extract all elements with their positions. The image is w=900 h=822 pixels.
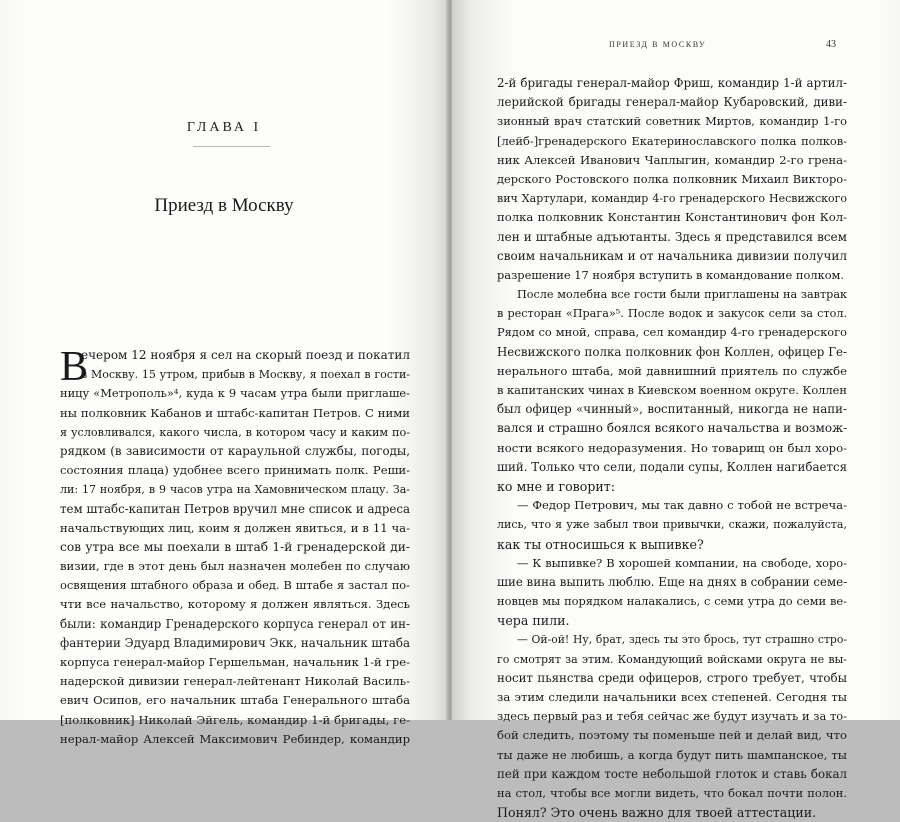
text-line: визии, где в этот день был назначен молебен по случаю: [60, 559, 410, 574]
text-line: бой следить, поэтому ты поменьше пей и делай вид, что: [497, 728, 847, 743]
text-line: рядком (в зависимости от караульной службы, погоды,: [60, 443, 410, 458]
text-line: ницу «Метрополь»⁴, куда к 9 часам утра были приглаше-: [60, 386, 410, 401]
text-line: здесь первый раз и тебя сейчас же будут изучать и за то-: [497, 709, 847, 724]
text-line: надерской дивизии генерал-лейтенант Николай Василь-: [60, 674, 410, 689]
text-line: дерского Ростовского полка полковник Михаил Викторо-: [497, 171, 847, 186]
text-line: в ресторан «Прага»⁵. После водок и закусок сели за стол.: [497, 307, 847, 321]
text-line: ник Алексей Иванович Чаплыгин, командир 2-го грена-: [497, 152, 847, 167]
text-line: ечером 12 ноября я сел на скорый поезд и покатил: [81, 348, 410, 362]
text-line: ности всякого недоразумения. Но товарищ он был хоро-: [497, 440, 847, 455]
text-line: я условливался, какого числа, в котором часу и каким по-: [60, 425, 410, 439]
text-line: на стол, чтобы все могли видеть, что бокал почти полон.: [497, 785, 847, 800]
text-line: евич Осипов, его начальник штаба Генерального штаба: [60, 693, 410, 708]
text-line: тем штабс-капитан Петров вручил мне список и адреса: [60, 501, 410, 516]
text-line: чти все начальство, которому я должен являться. Здесь: [60, 597, 410, 612]
text-line: корпуса генерал-майор Гершельман, начальник 1-й гре-: [60, 655, 410, 669]
chapter-title: Приезд в Москву: [154, 195, 294, 216]
text-line: был офицер «чинный», воспитанный, никогда не напи-: [497, 402, 847, 417]
text-line: в капитанских чинах в Киевском военном округе. Коллен: [497, 383, 847, 397]
text-line: нерал-майор Алексей Максимович Ребиндер, командир: [60, 731, 410, 746]
text-line: состояния плаца) удобнее всего принимать полк. Реши-: [60, 463, 410, 478]
text-line: Рядом со мной, справа, сел командир 4-го гренадерского: [497, 325, 847, 340]
text-line: пей при каждом тосте небольшой глоток и ставь бокал: [497, 766, 847, 781]
text-line: шие вина выпить люблю. Еще на днях в собрании семе-: [497, 574, 848, 589]
text-line: ший. Только что сели, подали супы, Коллен нагибается: [497, 459, 848, 474]
text-line: вич Хартулари, командир 4-го гренадерского Несвижского: [497, 192, 847, 206]
left-page-body: [60, 346, 410, 749]
text-line: [полковник] Николай Эйгель, командир 1-й бригады, ге-: [60, 712, 410, 727]
text-line: своим начальникам и от начальника дивизии получил: [497, 248, 847, 263]
text-line: как ты относишься к выпивке?: [497, 536, 704, 552]
text-line: лен и штабные адъютанты. Здесь я представился всем: [497, 229, 847, 244]
running-head: ПРИЕЗД В МОСКВУ: [609, 40, 707, 49]
text-line: Несвижского полка полковник фон Коллен, офицер Ге-: [497, 344, 847, 359]
text-line: лерийской бригады генерал-майор Кубаровский, диви-: [497, 95, 847, 110]
text-line: зионный врач статский советник Миртов, командир 1-го: [497, 114, 847, 129]
text-line: нерального штаба, мой давнишний приятель по службе: [497, 363, 847, 378]
text-line: 2-й бригады генерал-майор Фриш, командир 1-й артил-: [497, 76, 847, 90]
text-line: были: командир Гренадерского корпуса генерал от ин-: [60, 616, 410, 631]
text-line: сов утра все мы поехали в штаб 1-й гренадерской ди-: [60, 539, 410, 554]
text-line: — Ой-ой! Ну, брат, здесь ты это брось, тут страшно стро-: [517, 633, 847, 647]
text-line: чера пили.: [497, 613, 570, 629]
text-line: начальствующих лиц, коим я должен явиться, и в 11 ча-: [60, 520, 410, 535]
drop-cap: В: [60, 344, 89, 390]
chapter-divider: [193, 146, 270, 147]
text-line: ко мне и говорит:: [497, 478, 616, 494]
text-line: освящения штабного образа и обед. В штабе я застал по-: [60, 578, 410, 593]
text-line: — К выпивке? В хорошей компании, на свободе, хоро-: [517, 555, 847, 570]
chapter-label: ГЛАВА I: [186, 120, 262, 135]
text-line: ты даже не любишь, а когда будут пить шампанское, ты: [497, 747, 847, 762]
text-line: ли: 17 ноября, в 9 часов утра на Хамовническом плацу. За-: [60, 483, 410, 497]
text-line: фантерии Эдуард Владимирович Экк, начальник штаба: [60, 635, 410, 650]
right-page-body: [497, 74, 847, 822]
text-line: После молебна все гости были приглашены на завтрак: [517, 288, 847, 302]
text-line: ны полковник Кабанов и штабс-капитан Петров. С ними: [60, 405, 410, 420]
text-line: [лейб-]гренадерского Екатеринославского полка полков-: [497, 133, 847, 148]
page-number: 43: [826, 39, 836, 50]
text-line: вался и страшно боялся всякого начальства и возмож-: [497, 421, 848, 436]
text-line: за этим следили начальники всех степеней. Сегодня ты: [497, 690, 847, 704]
text-line: лись, что я уже забыл твои привычки, скажи, пожалуйста,: [497, 518, 847, 532]
text-line: Понял? Это очень важно для твоей аттестации.: [497, 805, 817, 821]
text-line: полка полковник Константин Константинович фон Кол-: [497, 210, 847, 225]
text-line: — Федор Петрович, мы так давно с тобой не встреча-: [517, 498, 847, 513]
text-line: го смотрят за этим. Командующий войсками округа не вы-: [497, 652, 847, 666]
text-line: новцев мы порядком налакались, с семи утра до семи ве-: [497, 594, 847, 609]
text-line: разрешение 17 ноября вступить в командование полком.: [497, 267, 845, 282]
text-line: носит пьянства среди офицеров, строго требует, чтобы: [497, 670, 847, 685]
text-line: в Москву. 15 утром, прибыв в Москву, я поехал в гости-: [81, 368, 410, 382]
